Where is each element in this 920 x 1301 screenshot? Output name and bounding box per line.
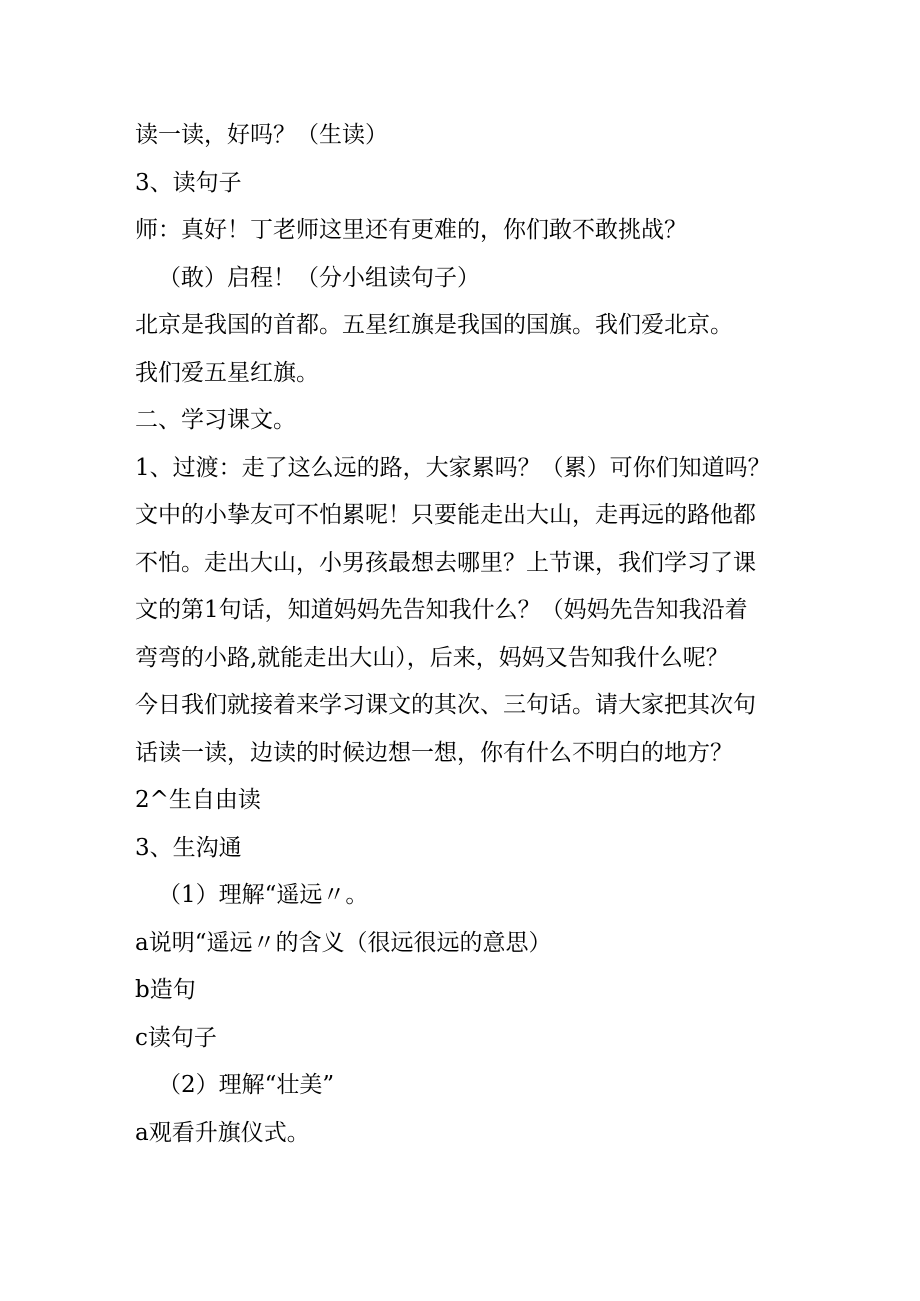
text-line: c读句子	[135, 1024, 217, 1051]
text-line: 3、读句子	[135, 169, 242, 196]
text-line: （2）理解“壮美”	[158, 1072, 335, 1098]
text-line: 二、学习课文。	[135, 407, 296, 433]
text-line: a观看升旗仪式。	[135, 1119, 310, 1146]
text-line: （1）理解“遥远〃。	[158, 882, 369, 908]
text-line: 读一读，好吗？（生读）	[135, 122, 388, 148]
text-line: b造句	[135, 977, 196, 1003]
document-body	[135, 112, 825, 1157]
text-line: 2^生自由读	[135, 787, 261, 813]
text-line: 弯弯的小路,就能走出大山），后来，妈妈又告知我什么呢？	[135, 644, 729, 671]
text-line: 我们爱五星红旗。	[135, 359, 319, 386]
text-line: 文中的小挚友可不怕累呢！只要能走出大山，走再远的路他都	[135, 502, 756, 528]
text-line: （敢）启程！（分小组读句子）	[158, 264, 480, 291]
text-line: 北京是我国的首都。五星红旗是我国的国旗。我们爱北京。	[135, 312, 733, 338]
text-line: 3、生沟通	[135, 834, 242, 861]
text-line: a说明“遥远〃的含义（很远很远的意思）	[135, 929, 552, 956]
text-line: 师：真好！丁老师这里还有更难的，你们敢不敢挑战？	[135, 217, 687, 243]
text-line: 不怕。走出大山，小男孩最想去哪里？上节课，我们学习了课	[135, 549, 756, 576]
text-line: 今日我们就接着来学习课文的其次、三句话。请大家把其次句	[135, 692, 756, 718]
text-line: 话读一读，边读的时候边想一想，你有什么不明白的地方？	[135, 739, 733, 766]
text-line: 1、过渡：走了这么远的路，大家累吗？（累）可你们知道吗？	[135, 454, 771, 481]
text-line: 文的第1句话，知道妈妈先告知我什么？（妈妈先告知我沿着	[135, 597, 748, 623]
